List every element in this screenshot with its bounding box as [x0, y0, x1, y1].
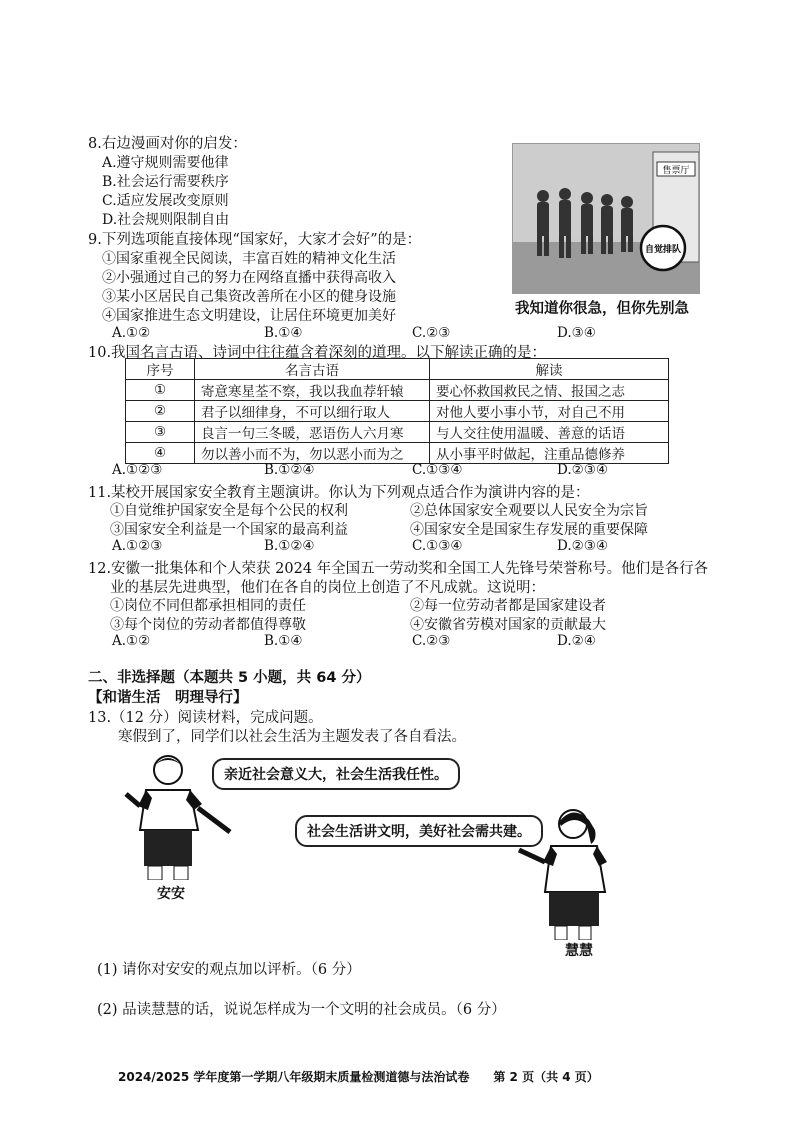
- table-cell-interpretation: 要心怀救国救民之情、报国之志: [430, 380, 669, 401]
- q11-item-1: ①自觉维护国家安全是每个公民的权利: [110, 503, 348, 519]
- table-cell-interpretation: 与人交往使用温暖、善意的话语: [430, 422, 669, 443]
- q11-item-3: ③国家安全利益是一个国家的最高利益: [110, 522, 348, 538]
- q9-stem: 9.下列选项能直接体现“国家好，大家才会好”的是：: [88, 232, 422, 248]
- q9-item-3: ③某小区居民自己集资改善所在小区的健身设施: [102, 289, 396, 305]
- q12-item-2: ②每一位劳动者都是国家建设者: [410, 598, 606, 614]
- table-cell-quote: 君子以细律身，不可以细行取人: [195, 401, 430, 422]
- q9-item-2: ②小强通过自己的努力在网络直播中获得高收入: [102, 270, 396, 286]
- q12-item-3: ③每个岗位的劳动者都值得尊敬: [110, 617, 306, 633]
- q11-choice-a: A.①②③: [112, 538, 163, 554]
- q10-choice-a: A.①②③: [112, 462, 163, 478]
- table-cell-interpretation: 从小事平时做起，注重品德修养: [430, 443, 669, 464]
- table-header-quote: 名言古语: [195, 359, 430, 380]
- table-cell-interpretation: 对他人要小事小节，对自己不用: [430, 401, 669, 422]
- q13-stem: 13.（12 分）阅读材料，完成问题。: [88, 710, 323, 726]
- q12-choice-d: D.②④: [557, 633, 596, 649]
- speaker2-speech-bubble: 社会生活讲文明，美好社会需共建。: [295, 815, 543, 847]
- q9-choice-a: A.①②: [112, 325, 151, 341]
- q9-item-4: ④国家推进生态文明建设，让居住环境更加美好: [102, 308, 396, 324]
- q11-choice-c: C.①③④: [412, 538, 463, 554]
- q9-choice-b: B.①④: [264, 325, 303, 341]
- q12-choice-c: C.②③: [412, 633, 451, 649]
- queue-cartoon-drawing: [513, 144, 699, 293]
- table-cell-quote: 良言一句三冬暖，恶语伤人六月寒: [195, 422, 430, 443]
- q13-sub2: (2) 品读慧慧的话，说说怎样成为一个文明的社会成员。（6 分）: [97, 1002, 506, 1018]
- q12-stem-line2: 业的基层先进典型，他们在各自的岗位上创造了不凡成就。这说明：: [110, 580, 545, 596]
- section-theme: 【和谐生活 明理导行】: [88, 690, 248, 706]
- table-cell-index: ②: [126, 401, 195, 422]
- q8-stem: 8.右边漫画对你的启发：: [88, 136, 247, 152]
- q10-choice-c: C.①③④: [412, 462, 463, 478]
- q11-item-2: ②总体国家安全观要以人民安全为宗旨: [410, 503, 648, 519]
- table-row: [126, 422, 669, 443]
- q8-option-a: A.遵守规则需要他律: [102, 155, 229, 171]
- table-cell-quote: 寄意寒星荃不察，我以我血荐轩辕: [195, 380, 430, 401]
- q9-choice-d: D.③④: [557, 325, 596, 341]
- section-title: 二、非选择题（本题共 5 小题，共 64 分）: [88, 670, 371, 686]
- table-header-interpretation: 解读: [430, 359, 669, 380]
- q12-choice-b: B.①④: [264, 633, 303, 649]
- q8-option-b: B.社会运行需要秩序: [102, 174, 229, 190]
- q11-item-4: ④国家安全是国家生存发展的重要保障: [410, 522, 648, 538]
- page-footer: 2024/2025 学年度第一学期八年级期末质量检测道德与法治试卷 第 2 页（共 4 页）: [118, 1070, 599, 1084]
- q10-stem: 10.我国名言古语、诗词中往往蕴含着深刻的道理。以下解读正确的是：: [88, 345, 547, 361]
- queue-badge-text: 自觉排队: [644, 245, 682, 255]
- q12-item-1: ①岗位不同但都承担相同的责任: [110, 598, 306, 614]
- q9-choice-c: C.②③: [412, 325, 451, 341]
- queue-cartoon-image: [512, 143, 700, 294]
- speaker1-speech-bubble: 亲近社会意义大，社会生活我任性。: [212, 758, 460, 790]
- table-cell-quote: 勿以善小而不为，勿以恶小而为之: [195, 443, 430, 464]
- table-cell-index: ③: [126, 422, 195, 443]
- table-header-row: [126, 359, 669, 380]
- cartoon-caption: 我知道你很急，但你先别急: [515, 301, 689, 317]
- table-header-index: 序号: [126, 359, 195, 380]
- q13-intro: 寒假到了，同学们以社会生活为主题发表了各自看法。: [118, 729, 466, 745]
- speaker1-name: 安安: [157, 886, 185, 902]
- ticket-hall-sign: 售票厅: [662, 166, 690, 176]
- q9-item-1: ①国家重视全民阅读，丰富百姓的精神文化生活: [102, 251, 396, 267]
- q10-choice-d: D.②③④: [557, 462, 608, 478]
- q10-choice-b: B.①②④: [264, 462, 315, 478]
- q12-choice-a: A.①②: [112, 633, 151, 649]
- q8-option-c: C.适应发展改变原则: [102, 193, 229, 209]
- speaker2-name: 慧慧: [565, 943, 593, 959]
- table-cell-index: ①: [126, 380, 195, 401]
- table-row: [126, 401, 669, 422]
- q11-stem: 11.某校开展国家安全教育主题演讲。你认为下列观点适合作为演讲内容的是：: [88, 485, 590, 501]
- table-row: [126, 443, 669, 464]
- q13-sub1: (1) 请你对安安的观点加以评析。（6 分）: [97, 962, 361, 978]
- q12-item-4: ④安徽省劳模对国家的贡献最大: [410, 617, 606, 633]
- q8-option-d: D.社会规则限制自由: [102, 212, 230, 228]
- q10-proverb-table: [125, 358, 669, 464]
- q11-choice-b: B.①②④: [264, 538, 315, 554]
- table-cell-index: ④: [126, 443, 195, 464]
- q12-stem-line1: 12.安徽一批集体和个人荣获 2024 年全国五一劳动奖和全国工人先锋号荣誉称号。他们是各行各: [88, 561, 709, 577]
- table-row: [126, 380, 669, 401]
- q11-choice-d: D.②③④: [557, 538, 608, 554]
